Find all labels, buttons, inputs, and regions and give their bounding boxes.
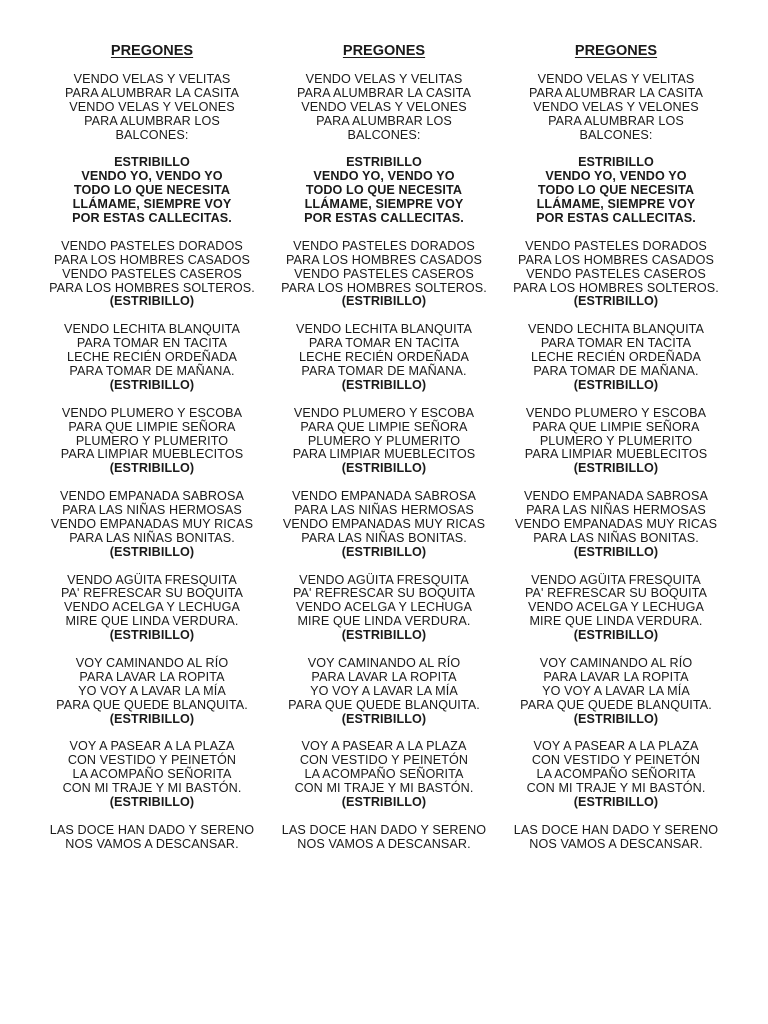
refrain-marker: (ESTRIBILLO) bbox=[109, 711, 195, 726]
verse-line: VENDO PLUMERO Y ESCOBA bbox=[525, 405, 707, 420]
verse-line: CON VESTIDO Y PEINETÓN bbox=[531, 753, 701, 768]
verse-line: PARA LAVAR LA ROPITA bbox=[79, 669, 225, 684]
verse-line: PARA QUE LIMPIE SEÑORA bbox=[532, 419, 700, 434]
verse-line: CON VESTIDO Y PEINETÓN bbox=[299, 753, 469, 768]
verse-line: BALCONES: bbox=[347, 127, 421, 142]
verse-line: VOY A PASEAR A LA PLAZA bbox=[69, 739, 235, 754]
verse-line: LECHE RECIÉN ORDEÑADA bbox=[298, 350, 470, 365]
verse-line: VENDO PASTELES CASEROS bbox=[526, 266, 706, 281]
verse-stanza bbox=[268, 657, 500, 727]
verse-line: PARA TOMAR DE MAÑANA. bbox=[301, 363, 467, 378]
verse-line: VENDO ACELGA Y LECHUGA bbox=[295, 600, 472, 615]
verse-line: NOS VAMOS A DESCANSAR. bbox=[297, 836, 471, 851]
verse-line: LECHE RECIÉN ORDEÑADA bbox=[66, 350, 238, 365]
verse-line: PARA LOS HOMBRES CASADOS bbox=[517, 252, 715, 267]
refrain-marker: (ESTRIBILLO) bbox=[341, 294, 427, 309]
verse-line: VENDO VELAS Y VELONES bbox=[301, 99, 467, 114]
verse-stanza bbox=[36, 240, 268, 310]
verse-line: PARA ALUMBRAR LOS bbox=[316, 113, 452, 128]
verse-line: VENDO VELAS Y VELITAS bbox=[73, 72, 231, 86]
verse-line: PARA LOS HOMBRES CASADOS bbox=[53, 252, 251, 267]
verse-line: VENDO AGÜITA FRESQUITA bbox=[67, 572, 237, 587]
estribillo-line: LLÁMAME, SIEMPRE VOY bbox=[72, 197, 232, 212]
verse-line: PARA QUE QUEDE BLANQUITA. bbox=[56, 697, 248, 712]
page-title: PREGONES bbox=[574, 43, 658, 59]
verse-line: VENDO PASTELES DORADOS bbox=[525, 238, 707, 253]
refrain-marker: (ESTRIBILLO) bbox=[109, 294, 195, 309]
estribillo-line: POR ESTAS CALLECITAS. bbox=[304, 211, 464, 226]
verse-line: PARA LOS HOMBRES SOLTEROS. bbox=[49, 280, 255, 295]
verse-line: VENDO PLUMERO Y ESCOBA bbox=[61, 405, 243, 420]
verse-line: VENDO VELAS Y VELONES bbox=[69, 99, 235, 114]
refrain-marker: (ESTRIBILLO) bbox=[573, 711, 659, 726]
verse-line: PARA LAS NIÑAS BONITAS. bbox=[533, 530, 699, 545]
verse-line: PARA TOMAR DE MAÑANA. bbox=[533, 363, 699, 378]
verse-line: PARA QUE LIMPIE SEÑORA bbox=[68, 419, 236, 434]
verse-line: PARA TOMAR DE MAÑANA. bbox=[69, 363, 235, 378]
verse-stanza bbox=[500, 407, 732, 477]
verse-stanza bbox=[268, 323, 500, 393]
verse-line: CON MI TRAJE Y MI BASTÓN. bbox=[526, 781, 706, 796]
verse-stanza bbox=[268, 240, 500, 310]
refrain-marker: (ESTRIBILLO) bbox=[341, 628, 427, 643]
verse-stanza bbox=[36, 323, 268, 393]
verse-line: LAS DOCE HAN DADO Y SERENO bbox=[281, 822, 487, 837]
verse-line: VENDO LECHITA BLANQUITA bbox=[295, 322, 473, 337]
estribillo-line: TODO LO QUE NECESITA bbox=[305, 183, 463, 198]
verse-line: VOY CAMINANDO AL RÍO bbox=[75, 655, 229, 670]
intro-stanza bbox=[500, 73, 732, 143]
verse-line: VENDO ACELGA Y LECHUGA bbox=[63, 600, 240, 615]
verse-line: NOS VAMOS A DESCANSAR. bbox=[529, 836, 703, 851]
estribillo-line: LLÁMAME, SIEMPRE VOY bbox=[536, 197, 696, 212]
verse-line: PARA ALUMBRAR LA CASITA bbox=[64, 85, 239, 100]
closing-stanza bbox=[268, 824, 500, 852]
verse-line: VENDO EMPANADAS MUY RICAS bbox=[282, 516, 486, 531]
verse-stanza bbox=[500, 740, 732, 810]
verse-line: PARA LAS NIÑAS BONITAS. bbox=[301, 530, 467, 545]
verse-line: PARA QUE LIMPIE SEÑORA bbox=[300, 419, 468, 434]
estribillo-stanza bbox=[500, 156, 732, 226]
verse-line: PARA ALUMBRAR LOS bbox=[548, 113, 684, 128]
estribillo-line: VENDO YO, VENDO YO bbox=[81, 169, 223, 184]
verse-stanza bbox=[36, 407, 268, 477]
estribillo-line: VENDO YO, VENDO YO bbox=[313, 169, 455, 184]
refrain-marker: (ESTRIBILLO) bbox=[573, 294, 659, 309]
refrain-marker: (ESTRIBILLO) bbox=[341, 795, 427, 809]
verse-line: VENDO EMPANADA SABROSA bbox=[292, 489, 476, 504]
verse-line: LAS DOCE HAN DADO Y SERENO bbox=[513, 822, 719, 837]
verse-line: CON MI TRAJE Y MI BASTÓN. bbox=[62, 781, 242, 796]
verse-line: VENDO PLUMERO Y ESCOBA bbox=[293, 405, 475, 420]
estribillo-line: TODO LO QUE NECESITA bbox=[73, 183, 231, 198]
verse-line: MIRE QUE LINDA VERDURA. bbox=[529, 614, 703, 629]
verse-line: VOY A PASEAR A LA PLAZA bbox=[533, 739, 699, 754]
verse-stanza bbox=[500, 574, 732, 644]
refrain-marker: (ESTRIBILLO) bbox=[341, 711, 427, 726]
estribillo-line: VENDO YO, VENDO YO bbox=[545, 169, 687, 184]
verse-line: PARA LOS HOMBRES SOLTEROS. bbox=[281, 280, 487, 295]
verse-line: LA ACOMPAÑO SEÑORITA bbox=[536, 767, 696, 782]
estribillo-stanza bbox=[36, 156, 268, 226]
estribillo-line: POR ESTAS CALLECITAS. bbox=[72, 211, 232, 226]
verse-line: PARA LIMPIAR MUEBLECITOS bbox=[292, 447, 476, 462]
refrain-marker: (ESTRIBILLO) bbox=[109, 628, 195, 643]
verse-line: PA' REFRESCAR SU BOQUITA bbox=[60, 586, 244, 601]
verse-stanza bbox=[500, 657, 732, 727]
refrain-marker: (ESTRIBILLO) bbox=[341, 377, 427, 392]
estribillo-heading: ESTRIBILLO bbox=[578, 155, 654, 170]
verse-line: YO VOY A LAVAR LA MÍA bbox=[310, 683, 458, 698]
verse-line: PARA QUE QUEDE BLANQUITA. bbox=[520, 697, 712, 712]
verse-line: PA' REFRESCAR SU BOQUITA bbox=[292, 586, 476, 601]
estribillo-line: POR ESTAS CALLECITAS. bbox=[536, 211, 696, 226]
verse-line: PARA LAVAR LA ROPITA bbox=[311, 669, 457, 684]
verse-stanza bbox=[500, 240, 732, 310]
verse-line: VOY CAMINANDO AL RÍO bbox=[539, 655, 693, 670]
verse-line: MIRE QUE LINDA VERDURA. bbox=[65, 614, 239, 629]
estribillo-heading: ESTRIBILLO bbox=[114, 155, 190, 170]
verse-line: NOS VAMOS A DESCANSAR. bbox=[65, 836, 239, 851]
verse-stanza bbox=[268, 740, 500, 810]
page-title: PREGONES bbox=[342, 43, 426, 59]
refrain-marker: (ESTRIBILLO) bbox=[573, 628, 659, 643]
verse-line: VENDO AGÜITA FRESQUITA bbox=[531, 572, 701, 587]
verse-line: BALCONES: bbox=[115, 127, 189, 142]
verse-line: PARA LAS NIÑAS HERMOSAS bbox=[294, 503, 474, 518]
lyrics-column-1 bbox=[36, 42, 268, 866]
verse-line: VENDO VELAS Y VELITAS bbox=[537, 72, 695, 86]
verse-line: VENDO EMPANADA SABROSA bbox=[524, 489, 708, 504]
verse-line: VENDO ACELGA Y LECHUGA bbox=[527, 600, 704, 615]
refrain-marker: (ESTRIBILLO) bbox=[573, 795, 659, 809]
refrain-marker: (ESTRIBILLO) bbox=[109, 544, 195, 559]
verse-line: VOY CAMINANDO AL RÍO bbox=[307, 655, 461, 670]
estribillo-line: LLÁMAME, SIEMPRE VOY bbox=[304, 197, 464, 212]
refrain-marker: (ESTRIBILLO) bbox=[341, 544, 427, 559]
verse-line: PARA TOMAR EN TACITA bbox=[540, 336, 692, 351]
verse-line: LAS DOCE HAN DADO Y SERENO bbox=[49, 822, 255, 837]
lyrics-column-2 bbox=[268, 42, 500, 866]
verse-line: LA ACOMPAÑO SEÑORITA bbox=[72, 767, 232, 782]
verse-line: MIRE QUE LINDA VERDURA. bbox=[297, 614, 471, 629]
estribillo-heading: ESTRIBILLO bbox=[346, 155, 422, 170]
verse-stanza bbox=[36, 574, 268, 644]
verse-stanza bbox=[36, 740, 268, 810]
page-title: PREGONES bbox=[110, 43, 194, 59]
estribillo-line: TODO LO QUE NECESITA bbox=[537, 183, 695, 198]
verse-line: VENDO PASTELES DORADOS bbox=[61, 238, 243, 253]
verse-line: VENDO LECHITA BLANQUITA bbox=[63, 322, 241, 337]
verse-stanza bbox=[268, 574, 500, 644]
verse-line: VENDO VELAS Y VELONES bbox=[533, 99, 699, 114]
verse-line: PARA LAS NIÑAS HERMOSAS bbox=[526, 503, 706, 518]
verse-line: PARA LOS HOMBRES CASADOS bbox=[285, 252, 483, 267]
closing-stanza bbox=[500, 824, 732, 852]
verse-line: YO VOY A LAVAR LA MÍA bbox=[78, 683, 226, 698]
verse-line: VENDO PASTELES CASEROS bbox=[62, 266, 242, 281]
verse-line: VENDO EMPANADA SABROSA bbox=[60, 489, 244, 504]
verse-line: PARA TOMAR EN TACITA bbox=[308, 336, 460, 351]
verse-line: LECHE RECIÉN ORDEÑADA bbox=[530, 350, 702, 365]
verse-stanza bbox=[500, 323, 732, 393]
verse-line: VENDO EMPANADAS MUY RICAS bbox=[514, 516, 718, 531]
verse-line: PARA TOMAR EN TACITA bbox=[76, 336, 228, 351]
verse-line: VENDO EMPANADAS MUY RICAS bbox=[50, 516, 254, 531]
verse-stanza bbox=[36, 657, 268, 727]
verse-stanza bbox=[268, 407, 500, 477]
verse-line: PARA LIMPIAR MUEBLECITOS bbox=[60, 447, 244, 462]
verse-line: VENDO VELAS Y VELITAS bbox=[305, 72, 463, 86]
refrain-marker: (ESTRIBILLO) bbox=[109, 377, 195, 392]
verse-line: CON MI TRAJE Y MI BASTÓN. bbox=[294, 781, 474, 796]
verse-line: YO VOY A LAVAR LA MÍA bbox=[542, 683, 690, 698]
verse-line: PLUMERO Y PLUMERITO bbox=[75, 433, 229, 448]
verse-stanza bbox=[36, 490, 268, 560]
verse-line: PA' REFRESCAR SU BOQUITA bbox=[524, 586, 708, 601]
verse-line: CON VESTIDO Y PEINETÓN bbox=[67, 753, 237, 768]
refrain-marker: (ESTRIBILLO) bbox=[573, 544, 659, 559]
verse-line: VENDO LECHITA BLANQUITA bbox=[527, 322, 705, 337]
refrain-marker: (ESTRIBILLO) bbox=[341, 461, 427, 476]
verse-line: PARA LAVAR LA ROPITA bbox=[543, 669, 689, 684]
closing-stanza bbox=[36, 824, 268, 852]
lyrics-column-3 bbox=[500, 42, 732, 866]
verse-line: PARA ALUMBRAR LA CASITA bbox=[296, 85, 471, 100]
verse-stanza bbox=[268, 490, 500, 560]
verse-line: PARA LIMPIAR MUEBLECITOS bbox=[524, 447, 708, 462]
verse-line: LA ACOMPAÑO SEÑORITA bbox=[304, 767, 464, 782]
verse-line: VENDO AGÜITA FRESQUITA bbox=[299, 572, 469, 587]
intro-stanza bbox=[268, 73, 500, 143]
verse-stanza bbox=[500, 490, 732, 560]
estribillo-stanza bbox=[268, 156, 500, 226]
refrain-marker: (ESTRIBILLO) bbox=[573, 461, 659, 476]
refrain-marker: (ESTRIBILLO) bbox=[109, 795, 195, 809]
verse-line: VENDO PASTELES CASEROS bbox=[294, 266, 474, 281]
verse-line: PARA ALUMBRAR LA CASITA bbox=[528, 85, 703, 100]
verse-line: PARA LAS NIÑAS HERMOSAS bbox=[62, 503, 242, 518]
verse-line: PARA ALUMBRAR LOS bbox=[84, 113, 220, 128]
verse-line: PLUMERO Y PLUMERITO bbox=[307, 433, 461, 448]
refrain-marker: (ESTRIBILLO) bbox=[109, 461, 195, 476]
verse-line: VOY A PASEAR A LA PLAZA bbox=[301, 739, 467, 754]
refrain-marker: (ESTRIBILLO) bbox=[573, 377, 659, 392]
verse-line: PARA LAS NIÑAS BONITAS. bbox=[69, 530, 235, 545]
verse-line: PARA LOS HOMBRES SOLTEROS. bbox=[513, 280, 719, 295]
verse-line: PARA QUE QUEDE BLANQUITA. bbox=[288, 697, 480, 712]
verse-line: VENDO PASTELES DORADOS bbox=[293, 238, 475, 253]
verse-line: PLUMERO Y PLUMERITO bbox=[539, 433, 693, 448]
verse-line: BALCONES: bbox=[579, 127, 653, 142]
intro-stanza bbox=[36, 73, 268, 143]
